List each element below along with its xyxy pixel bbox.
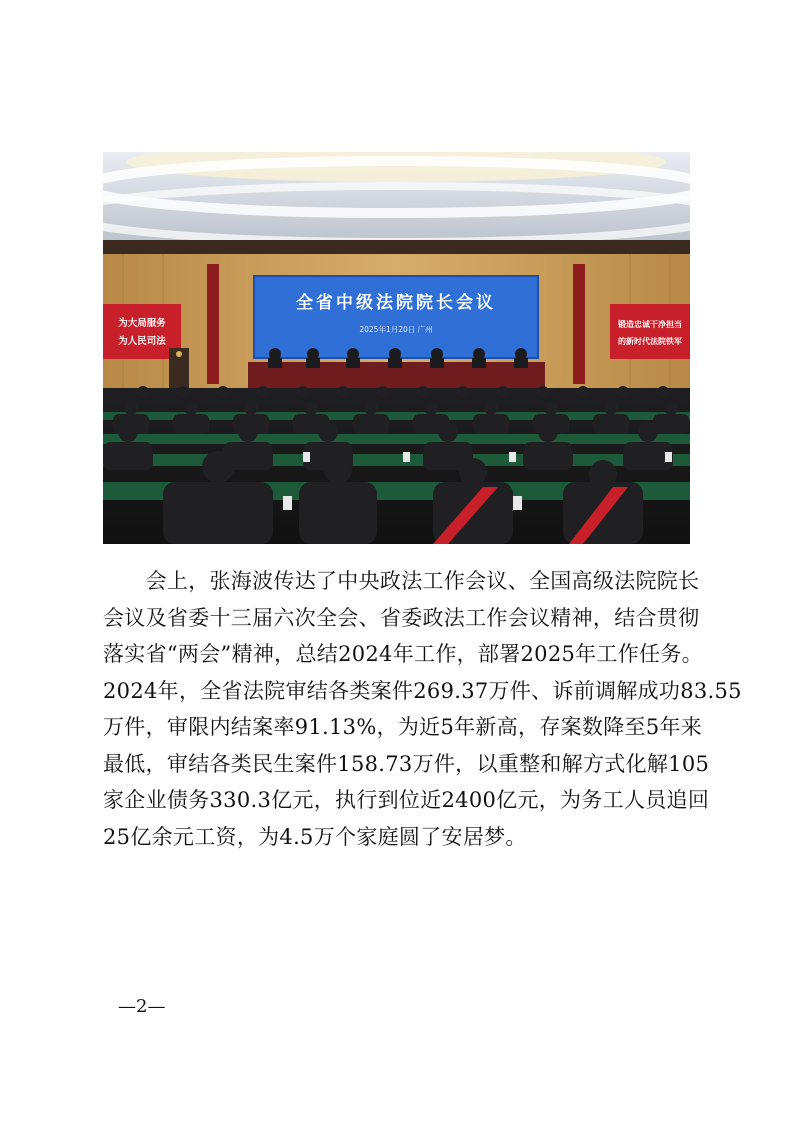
banner-right xyxy=(610,304,690,359)
screen-title: 全省中级法院院长会议 xyxy=(296,293,496,313)
body-line-3: 落实省“两会”精神，总结2024年工作，部署2025年工作任务。 xyxy=(103,642,703,666)
body-line-2: 会议及省委十三届六次全会、省委政法工作会议精神，结合贯彻 xyxy=(103,605,700,630)
screen-subtitle: 2025年1月20日 广州 xyxy=(359,325,433,334)
page-number: —2— xyxy=(118,996,166,1017)
banner-left-line1: 为大局服务 xyxy=(118,318,166,329)
body-paragraph xyxy=(103,563,742,855)
banner-left-line2: 为人民司法 xyxy=(118,336,166,347)
curtain-right xyxy=(573,264,585,384)
banner-right-line2: 的新时代法院铁军 xyxy=(618,337,682,346)
body-line-8: 25亿余元工资，为4.5万个家庭圆了安居梦。 xyxy=(103,824,527,849)
conference-photo xyxy=(103,152,690,544)
body-line-4: 2024年，全省法院审结各类案件269.37万件、诉前调解成功83.55 xyxy=(103,678,742,703)
stage-screen xyxy=(254,276,538,358)
conference-scene xyxy=(103,152,690,544)
body-line-5: 万件，审限内结案率91.13%，为近5年新高，存案数降至5年来 xyxy=(103,715,703,739)
body-line-6: 最低，审结各类民生案件158.73万件，以重整和解方式化解105 xyxy=(103,751,710,776)
banner-right-line1: 锻造忠诚干净担当 xyxy=(618,320,682,329)
body-line-7: 家企业债务330.3亿元，执行到位近2400亿元，为务工人员追回 xyxy=(103,788,710,812)
curtain-left xyxy=(207,264,219,384)
body-line-1: 会上，张海波传达了中央政法工作会议、全国高级法院院长 xyxy=(103,569,700,593)
